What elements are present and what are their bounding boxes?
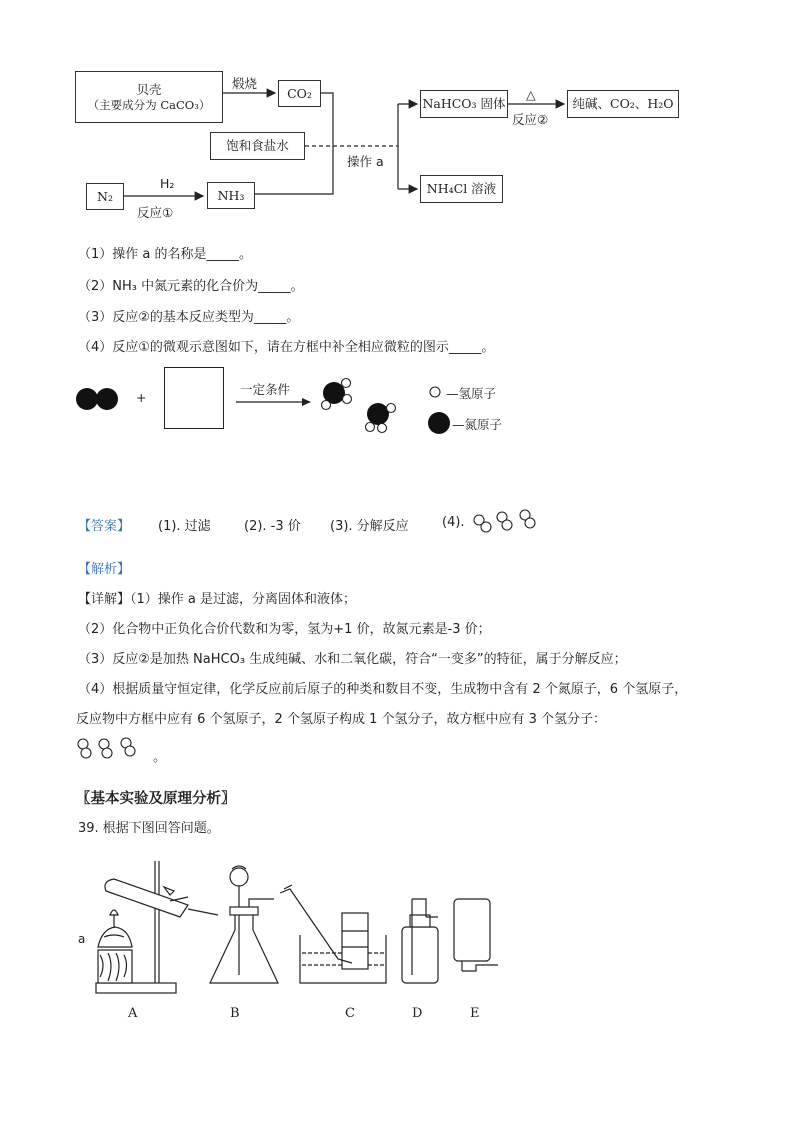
apparatus-label-a: a <box>78 932 86 946</box>
products-box: 纯碱、CO₂、H₂O <box>567 90 679 118</box>
hydrogen-atom-icon <box>429 386 443 400</box>
analysis-text-1: （1）操作 a 是过滤，分离固体和液体； <box>130 592 357 607</box>
analysis-line-3: （3）反应②是加热 NaHCO₃ 生成纯碱、水和二氧化碳，符合“一变多”的特征，属于分解反应； <box>78 652 627 667</box>
co2-box: CO₂ <box>278 80 321 107</box>
legend-nitrogen: —氮原子 <box>452 417 503 432</box>
n2-molecule-icon <box>76 385 126 415</box>
nh4cl-box: NH₄Cl 溶液 <box>420 175 503 203</box>
apparatus-label-B: B <box>230 1006 240 1021</box>
calcine-label: 煅烧 <box>232 76 258 91</box>
apparatus-label-E: E <box>470 1006 480 1021</box>
question-39: 39. 根据下图回答问题。 <box>78 821 220 836</box>
nh3-molecule-icon-2 <box>360 400 405 440</box>
section-title: 〖基本实验及原理分析〗 <box>76 791 236 807</box>
reaction-arrow <box>236 397 316 409</box>
flow-arrows <box>0 0 800 230</box>
analysis-tag: 【解析】 <box>78 562 131 577</box>
analysis-line-2: （2）化合物中正负化合价代数和为零，氢为+1 价，故氮元素是-3 价； <box>78 622 491 637</box>
plus-sign: + <box>136 390 147 405</box>
apparatus-label-D: D <box>412 1006 423 1021</box>
shell-subtitle: （主要成分为 CaCO₃） <box>87 97 211 112</box>
nahco3-box: NaHCO₃ 固体 <box>420 90 508 118</box>
condition-label: 一定条件 <box>240 382 291 397</box>
answer-4: (4). <box>442 515 465 530</box>
lab-apparatus-diagram <box>70 855 530 1025</box>
answer-blank-box <box>164 367 224 429</box>
nh3-box: NH₃ <box>207 182 255 209</box>
apparatus-label-C: C <box>345 1006 355 1021</box>
reaction2-label: 反应② <box>512 112 549 127</box>
analysis-line-1 <box>78 588 356 607</box>
analysis-line-4: （4）根据质量守恒定律，化学反应前后原子的种类和数目不变，生成物中含有 2 个氮原子，6 个氢原子， <box>78 682 688 697</box>
answer-tag: 【答案】 <box>78 519 131 534</box>
answer-2: (2). -3 价 <box>244 519 301 534</box>
nh3-molecule-icon <box>318 375 358 415</box>
answer-1: (1). 过滤 <box>158 519 211 534</box>
apparatus-label-A: A <box>128 1006 138 1021</box>
analysis-period: 。 <box>153 750 167 765</box>
shell-title: 贝壳 <box>136 82 162 97</box>
operation-a-label: 操作 a <box>347 154 384 169</box>
analysis-line-5: 反应物中方框中应有 6 个氢原子，2 个氢原子构成 1 个氢分子，故方框中应有 3 个氢分子： <box>76 712 607 727</box>
brine-box: 饱和食盐水 <box>210 132 305 160</box>
answer-3: (3). 分解反应 <box>330 519 409 534</box>
detail-tag: 【详解】 <box>78 592 131 607</box>
h2-molecules-answer-icon <box>472 508 542 538</box>
question-4: （4）反应①的微观示意图如下，请在方框中补全相应微粒的图示_____。 <box>78 340 495 355</box>
question-1: （1）操作 a 的名称是_____。 <box>78 247 253 262</box>
delta-label: △ <box>526 87 536 102</box>
h2-label: H₂ <box>160 176 175 191</box>
reaction1-label: 反应① <box>137 205 174 220</box>
n2-box: N₂ <box>86 183 124 210</box>
question-2: （2）NH₃ 中氮元素的化合价为_____。 <box>78 279 304 294</box>
h2-molecules-analysis-icon <box>76 735 151 765</box>
nitrogen-atom-icon <box>427 411 453 437</box>
question-3: （3）反应②的基本反应类型为_____。 <box>78 310 300 325</box>
legend-hydrogen: —氢原子 <box>446 386 497 401</box>
